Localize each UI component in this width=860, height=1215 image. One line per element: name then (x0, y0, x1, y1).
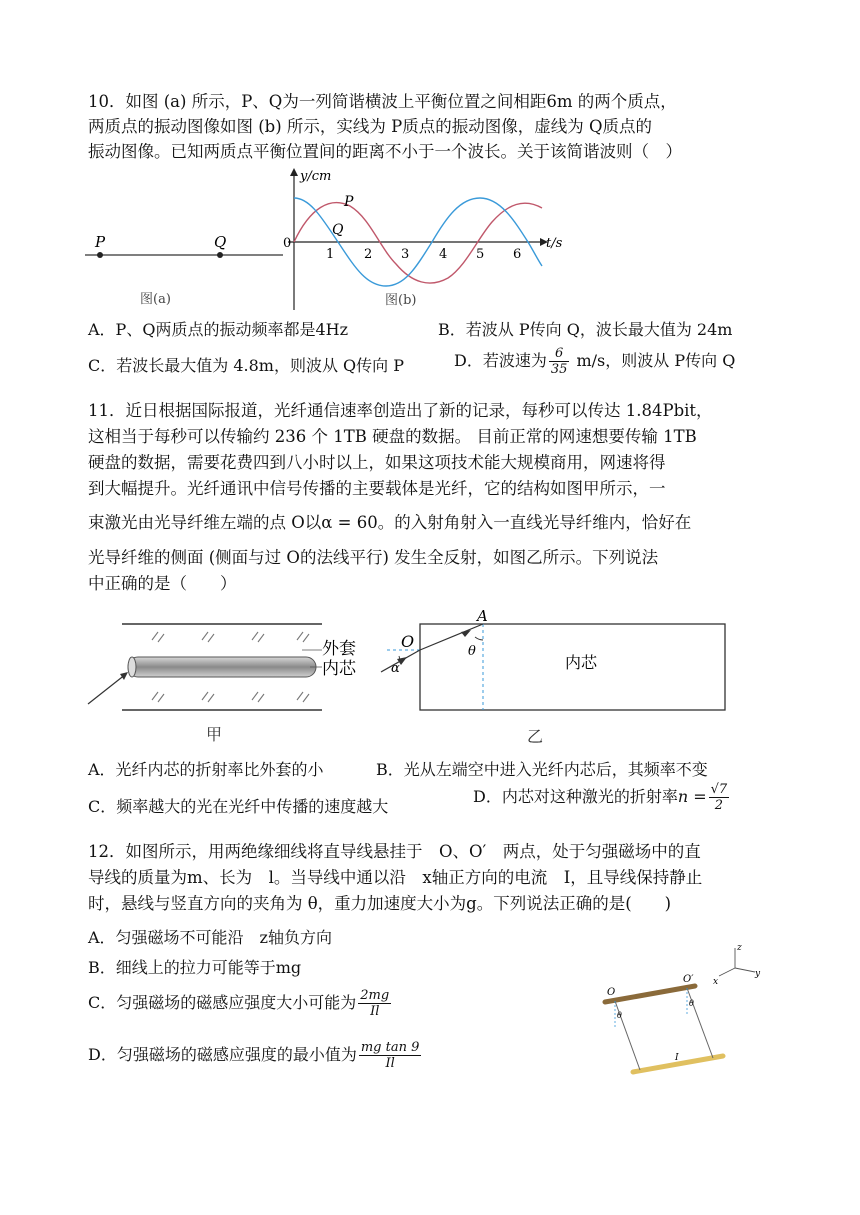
fig-b-x-label: t/s (546, 236, 563, 251)
q12-option-d-prefix: D．匀强磁场的磁感应强度的最小值为 (88, 1045, 357, 1064)
fig12-label-theta-1: θ (617, 1011, 622, 1020)
fig12-label-theta-2: θ (689, 999, 694, 1008)
fraction-numerator: 6 (549, 346, 570, 362)
q11-line-6: 光导纤维的侧面 (侧面与过 O的法线平行) 发生全反射，如图乙所示。下列说法 (88, 548, 659, 567)
fig-jia-inner-label: 内芯 (322, 659, 356, 679)
q12-line-2: 导线的质量为m、长为 l。当导线中通以沿 x轴正方向的电流 I，且导线保持静止 (88, 868, 703, 887)
fig-b-label-p: P (344, 194, 354, 210)
fig-jia-caption: 甲 (206, 725, 223, 744)
q10-figure-b (280, 168, 570, 318)
axis-z-label: z (737, 943, 742, 953)
axis-x-label: x (713, 977, 719, 987)
fig-b-label-q: Q (332, 222, 344, 238)
q12-line-3: 时，悬线与竖直方向的夹角为 θ，重力加速度大小为g。下列说法正确的是( ) (88, 894, 672, 913)
q12-option-d (88, 1040, 423, 1071)
tick-1: 1 (326, 247, 335, 262)
q12-figure (595, 940, 785, 1080)
axis-y-label: y (755, 969, 761, 979)
q11-line-2: 这相当于每秒可以传输约 236 个 1TB 硬盘的数据。 目前正常的网速想要传输 1TB (88, 427, 697, 446)
tick-3: 3 (401, 247, 410, 262)
fraction-denominator: 2 (714, 798, 724, 813)
q10-option-d-fraction (549, 346, 570, 377)
q11-line-4: 到大幅提升。光纤通讯中信号传播的主要载体是光纤，它的结构如图甲所示，一 (88, 479, 666, 498)
q10-figure-a (85, 225, 285, 315)
q12-option-d-fraction (359, 1040, 422, 1071)
q11-line-3: 硬盘的数据，需要花费四到八小时以上，如果这项技术能大规模商用，网速将得 (88, 453, 666, 472)
q10-option-c: C．若波长最大值为 4.8m，则波从 Q传向 P (88, 356, 405, 375)
q10-option-b: B．若波从 P传向 Q，波长最大值为 24m (438, 320, 733, 339)
fig12-label-o-prime: O′ (683, 974, 694, 985)
q11-figure-yi (375, 610, 775, 750)
fig-yi-label-alpha: α (391, 661, 400, 676)
fig12-label-current: I (675, 1053, 679, 1063)
fraction-numerator: 2mg (360, 988, 390, 1003)
q12-line-1: 12．如图所示，用两绝缘细线将直导线悬挂于 O、O′ 两点，处于匀强磁场中的直 (88, 842, 701, 861)
q11-option-a: A．光纤内芯的折射率比外套的小 (88, 760, 324, 779)
tick-6: 6 (513, 247, 522, 262)
q11-line-5: 束激光由光导纤维左端的点 O以α = 60。的入射角射入一直线光导纤维内，恰好在 (88, 513, 692, 532)
fraction-denominator: Il (370, 1004, 380, 1019)
q11-option-c: C．频率越大的光在光纤中传播的速度越大 (88, 797, 389, 816)
q12-option-b: B．细线上的拉力可能等于mg (88, 958, 302, 977)
fig-a-label-q: Q (214, 233, 227, 251)
q10-option-d-prefix: D．若波速为 (454, 351, 547, 370)
tick-4: 4 (439, 247, 448, 262)
tick-2: 2 (364, 247, 373, 262)
fig-jia-outer-label: 外套 (322, 639, 356, 659)
q11-figure-jia (82, 612, 382, 747)
fraction-numerator: mg tan 9 (360, 1040, 420, 1055)
q12-option-c-fraction (358, 988, 391, 1019)
q10-line-3: 振动图像。已知两质点平衡位置间的距离不小于一个波长。关于该简谐波则（ ） (88, 142, 682, 161)
fig-yi-inner-label: 内芯 (565, 653, 598, 672)
fig-b-y-label: y/cm (300, 169, 332, 184)
fig-yi-label-theta: θ (468, 644, 476, 659)
q12-option-c (88, 988, 393, 1019)
q12-option-a: A．匀强磁场不可能沿 z轴负方向 (88, 928, 332, 947)
q11-option-d (473, 782, 731, 813)
fig-yi-label-o: O (401, 632, 415, 651)
fig-b-caption: 图(b) (385, 293, 417, 308)
fraction-denominator: 35 (550, 362, 568, 377)
fig-a-caption: 图(a) (140, 292, 171, 307)
q11-option-d-fraction (709, 782, 730, 813)
q10-option-a: A．P、Q两质点的振动频率都是4Hz (88, 320, 349, 339)
q10-option-d (454, 346, 735, 377)
q10-line-1: 10．如图 (a) 所示，P、Q为一列简谐横波上平衡位置之间相距6m 的两个质点， (88, 92, 677, 111)
fig-yi-caption: 乙 (527, 727, 544, 746)
q10-option-d-suffix: m/s，则波从 P传向 Q (571, 351, 736, 370)
q12-option-c-prefix: C．匀强磁场的磁感应强度大小可能为 (88, 993, 357, 1012)
fraction-numerator: √7 (710, 782, 728, 797)
q11-option-b: B．光从左端空中进入光纤内芯后，其频率不变 (376, 760, 708, 779)
curve-p (294, 203, 542, 283)
q11-line-7: 中正确的是（ ） (88, 574, 237, 593)
q11-option-d-variable: n = (677, 787, 707, 806)
fig12-label-o: O (607, 987, 616, 998)
q10-line-2: 两质点的振动图像如图 (b) 所示，实线为 P质点的振动图像，虚线为 Q质点的 (88, 117, 653, 136)
q11-option-d-prefix: D．内芯对这种激光的折射率 (473, 787, 678, 806)
fraction-denominator: Il (385, 1056, 395, 1071)
fig-yi-label-a: A (477, 610, 488, 625)
fig-b-origin: 0 (283, 236, 292, 251)
q11-line-1: 11．近日根据国际报道，光纤通信速率创造出了新的记录，每秒可以传达 1.84Pbit， (88, 401, 713, 420)
fig-a-label-p: P (95, 233, 106, 251)
tick-5: 5 (476, 247, 485, 262)
